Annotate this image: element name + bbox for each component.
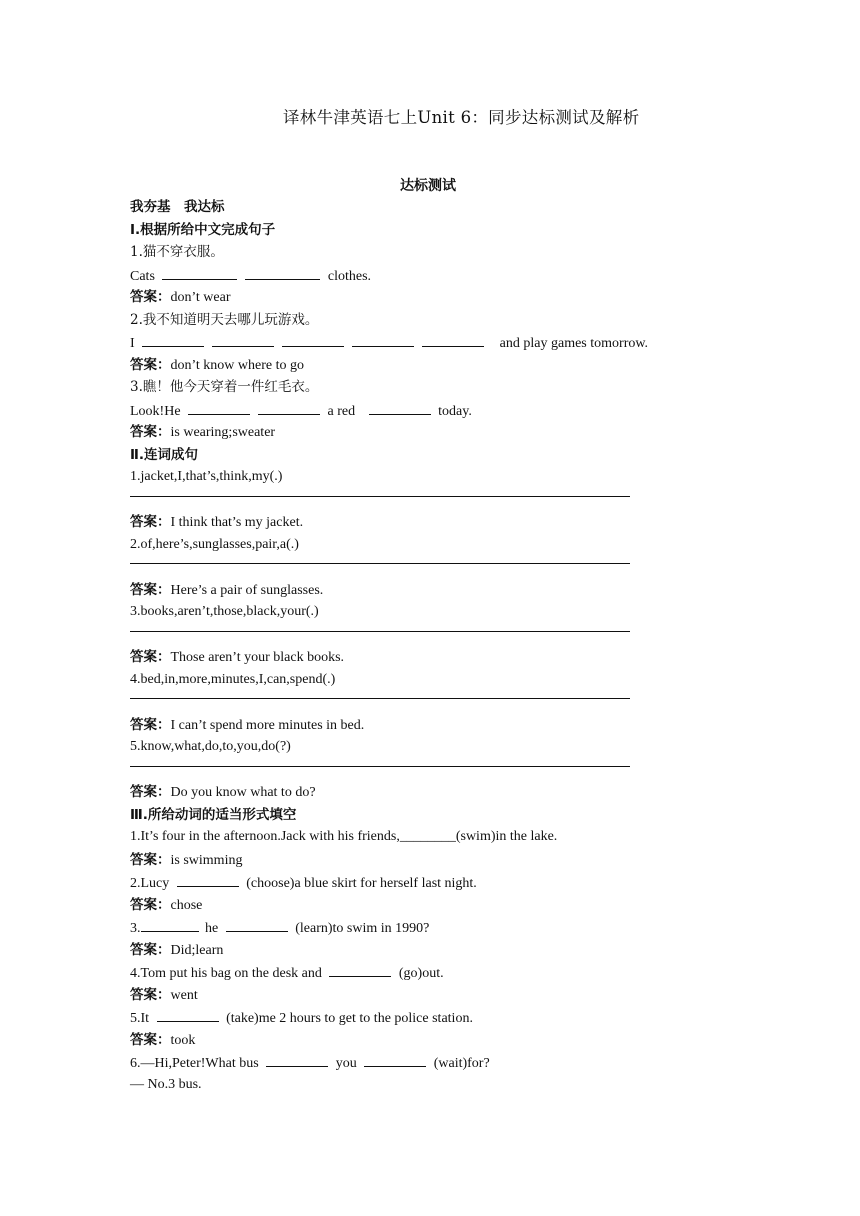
answer-text: I think that’s my jacket. <box>170 515 304 530</box>
section-title: 达标测试 <box>400 178 456 194</box>
sentence-start: 2.Lucy <box>130 876 170 891</box>
fill-blank[interactable] <box>352 331 414 347</box>
document-title: 译林牛津英语七上Unit 6：同步达标测试及解析 <box>283 108 640 127</box>
part3-title: Ⅲ.所给动词的适当形式填空 <box>130 806 297 823</box>
sentence-end: today. <box>438 403 472 419</box>
sentence-start: 4.Tom put his bag on the desk and <box>130 966 322 981</box>
answer-text: is swimming <box>170 852 243 868</box>
write-line[interactable] <box>130 489 690 512</box>
fill-blank[interactable] <box>162 264 237 280</box>
sentence-mid: you <box>335 1056 357 1071</box>
answer-label: 答案： <box>130 896 171 913</box>
part2-q5-words: 5.know,what,do,to,you,do(?) <box>130 739 291 754</box>
part2-q2-words: 2.of,here’s,sunglasses,pair,a(.) <box>130 536 299 552</box>
part2-q2-answer <box>130 579 690 602</box>
part1-q2-answer <box>130 354 690 377</box>
sentence-end: (learn)to swim in 1990? <box>295 921 430 936</box>
answer-text: Did;learn <box>170 942 224 958</box>
part3-q1-text: 1.It’s four in the afternoon.Jack with his friends,________(swim)in the lake. <box>130 829 558 844</box>
part2-q4-answer <box>130 714 690 737</box>
answer-text: is wearing;sweater <box>170 425 276 440</box>
sentence-start: I <box>130 336 135 351</box>
answer-text: Here’s a pair of sunglasses. <box>170 582 324 598</box>
part2-q1-answer <box>130 511 690 534</box>
part2-q5-answer <box>130 781 690 804</box>
answer-label: 答案： <box>130 514 171 530</box>
answer-label: 答案： <box>130 581 171 598</box>
write-line[interactable] <box>130 556 690 579</box>
part1-q3-sentence <box>130 399 690 422</box>
part1-title: Ⅰ.根据所给中文完成句子 <box>130 221 276 238</box>
write-line[interactable] <box>130 624 690 647</box>
sentence-mid: he <box>205 921 219 936</box>
fill-blank[interactable] <box>266 1051 328 1067</box>
part3-q5-sentence <box>130 1006 690 1029</box>
part2-title: Ⅱ.连词成句 <box>130 446 199 463</box>
worksheet-content <box>130 196 690 1096</box>
part3-q2-sentence <box>130 871 690 894</box>
sentence-start: Cats <box>130 268 155 284</box>
answer-label: 答案： <box>130 649 171 665</box>
part1-q1-sentence <box>130 264 690 287</box>
sentence-end: clothes. <box>327 268 372 284</box>
part2-q1-words: 1.jacket,I,that’s,think,my(.) <box>130 469 283 484</box>
sentence-end: and play games tomorrow. <box>499 336 649 351</box>
answer-text: I can’t spend more minutes in bed. <box>170 717 365 733</box>
fill-blank[interactable] <box>177 871 239 887</box>
part1-q3-answer <box>130 421 690 444</box>
part3-q3-answer <box>130 939 690 962</box>
write-line[interactable] <box>130 691 690 714</box>
answer-text: don’t know where to go <box>170 357 304 373</box>
part3-q5-answer <box>130 1029 690 1052</box>
answer-label: 答案： <box>130 941 171 958</box>
sentence-mid: a red <box>327 403 356 419</box>
answer-label: 答案： <box>130 716 171 733</box>
answer-label: 答案： <box>130 851 171 868</box>
sentence-start: Look!He <box>130 403 181 419</box>
answer-text: don’t wear <box>170 290 231 305</box>
part3-q6-reply: — No.3 bus. <box>130 1076 202 1092</box>
fill-blank[interactable] <box>142 331 204 347</box>
fill-blank[interactable] <box>422 331 484 347</box>
sentence-end: (choose)a blue skirt for herself last night. <box>246 876 477 891</box>
sentence-start: 3. <box>130 921 141 936</box>
fill-blank[interactable] <box>369 399 431 415</box>
answer-text: chose <box>170 897 203 913</box>
fill-blank[interactable] <box>188 399 250 415</box>
part3-q4-sentence <box>130 961 690 984</box>
part1-q3-prompt: 3.瞧！他今天穿着一件红毛衣。 <box>130 379 319 395</box>
fill-blank[interactable] <box>141 916 199 932</box>
fill-blank[interactable] <box>212 331 274 347</box>
answer-label: 答案： <box>130 784 171 800</box>
fill-blank[interactable] <box>157 1006 219 1022</box>
part3-q1-answer <box>130 849 690 872</box>
answer-text: went <box>170 987 198 1003</box>
fill-blank[interactable] <box>364 1051 426 1067</box>
part2-q4-words: 4.bed,in,more,minutes,I,can,spend(.) <box>130 671 336 687</box>
subheading: 我夯基 我达标 <box>130 199 225 215</box>
answer-text: Do you know what to do? <box>170 785 316 800</box>
sentence-end: (wait)for? <box>433 1056 490 1071</box>
part3-q4-answer <box>130 984 690 1007</box>
part2-q3-answer <box>130 646 690 669</box>
part1-q1-answer <box>130 286 690 309</box>
part3-q6-sentence <box>130 1051 690 1074</box>
sentence-end: (take)me 2 hours to get to the police station. <box>226 1011 473 1026</box>
fill-blank[interactable] <box>226 916 288 932</box>
part1-q2-prompt: 2.我不知道明天去哪儿玩游戏。 <box>130 311 319 328</box>
answer-label: 答案： <box>130 424 171 440</box>
sentence-start: 6.—Hi,Peter!What bus <box>130 1056 259 1071</box>
part2-q3-words: 3.books,aren’t,those,black,your(.) <box>130 604 319 619</box>
answer-label: 答案： <box>130 289 171 305</box>
sentence-start: 5.It <box>130 1011 150 1026</box>
sentence-end: (go)out. <box>398 966 444 981</box>
part1-q1-prompt: 1.猫不穿衣服。 <box>130 244 224 260</box>
fill-blank[interactable] <box>282 331 344 347</box>
fill-blank[interactable] <box>258 399 320 415</box>
part3-q3-sentence <box>130 916 690 939</box>
answer-label: 答案： <box>130 986 171 1003</box>
fill-blank[interactable] <box>329 961 391 977</box>
write-line[interactable] <box>130 759 690 782</box>
part1-q2-sentence <box>130 331 690 354</box>
answer-text: took <box>170 1032 196 1048</box>
answer-text: Those aren’t your black books. <box>170 650 345 665</box>
fill-blank[interactable] <box>245 264 320 280</box>
part3-q2-answer <box>130 894 690 917</box>
answer-label: 答案： <box>130 1031 171 1048</box>
answer-label: 答案： <box>130 356 171 373</box>
